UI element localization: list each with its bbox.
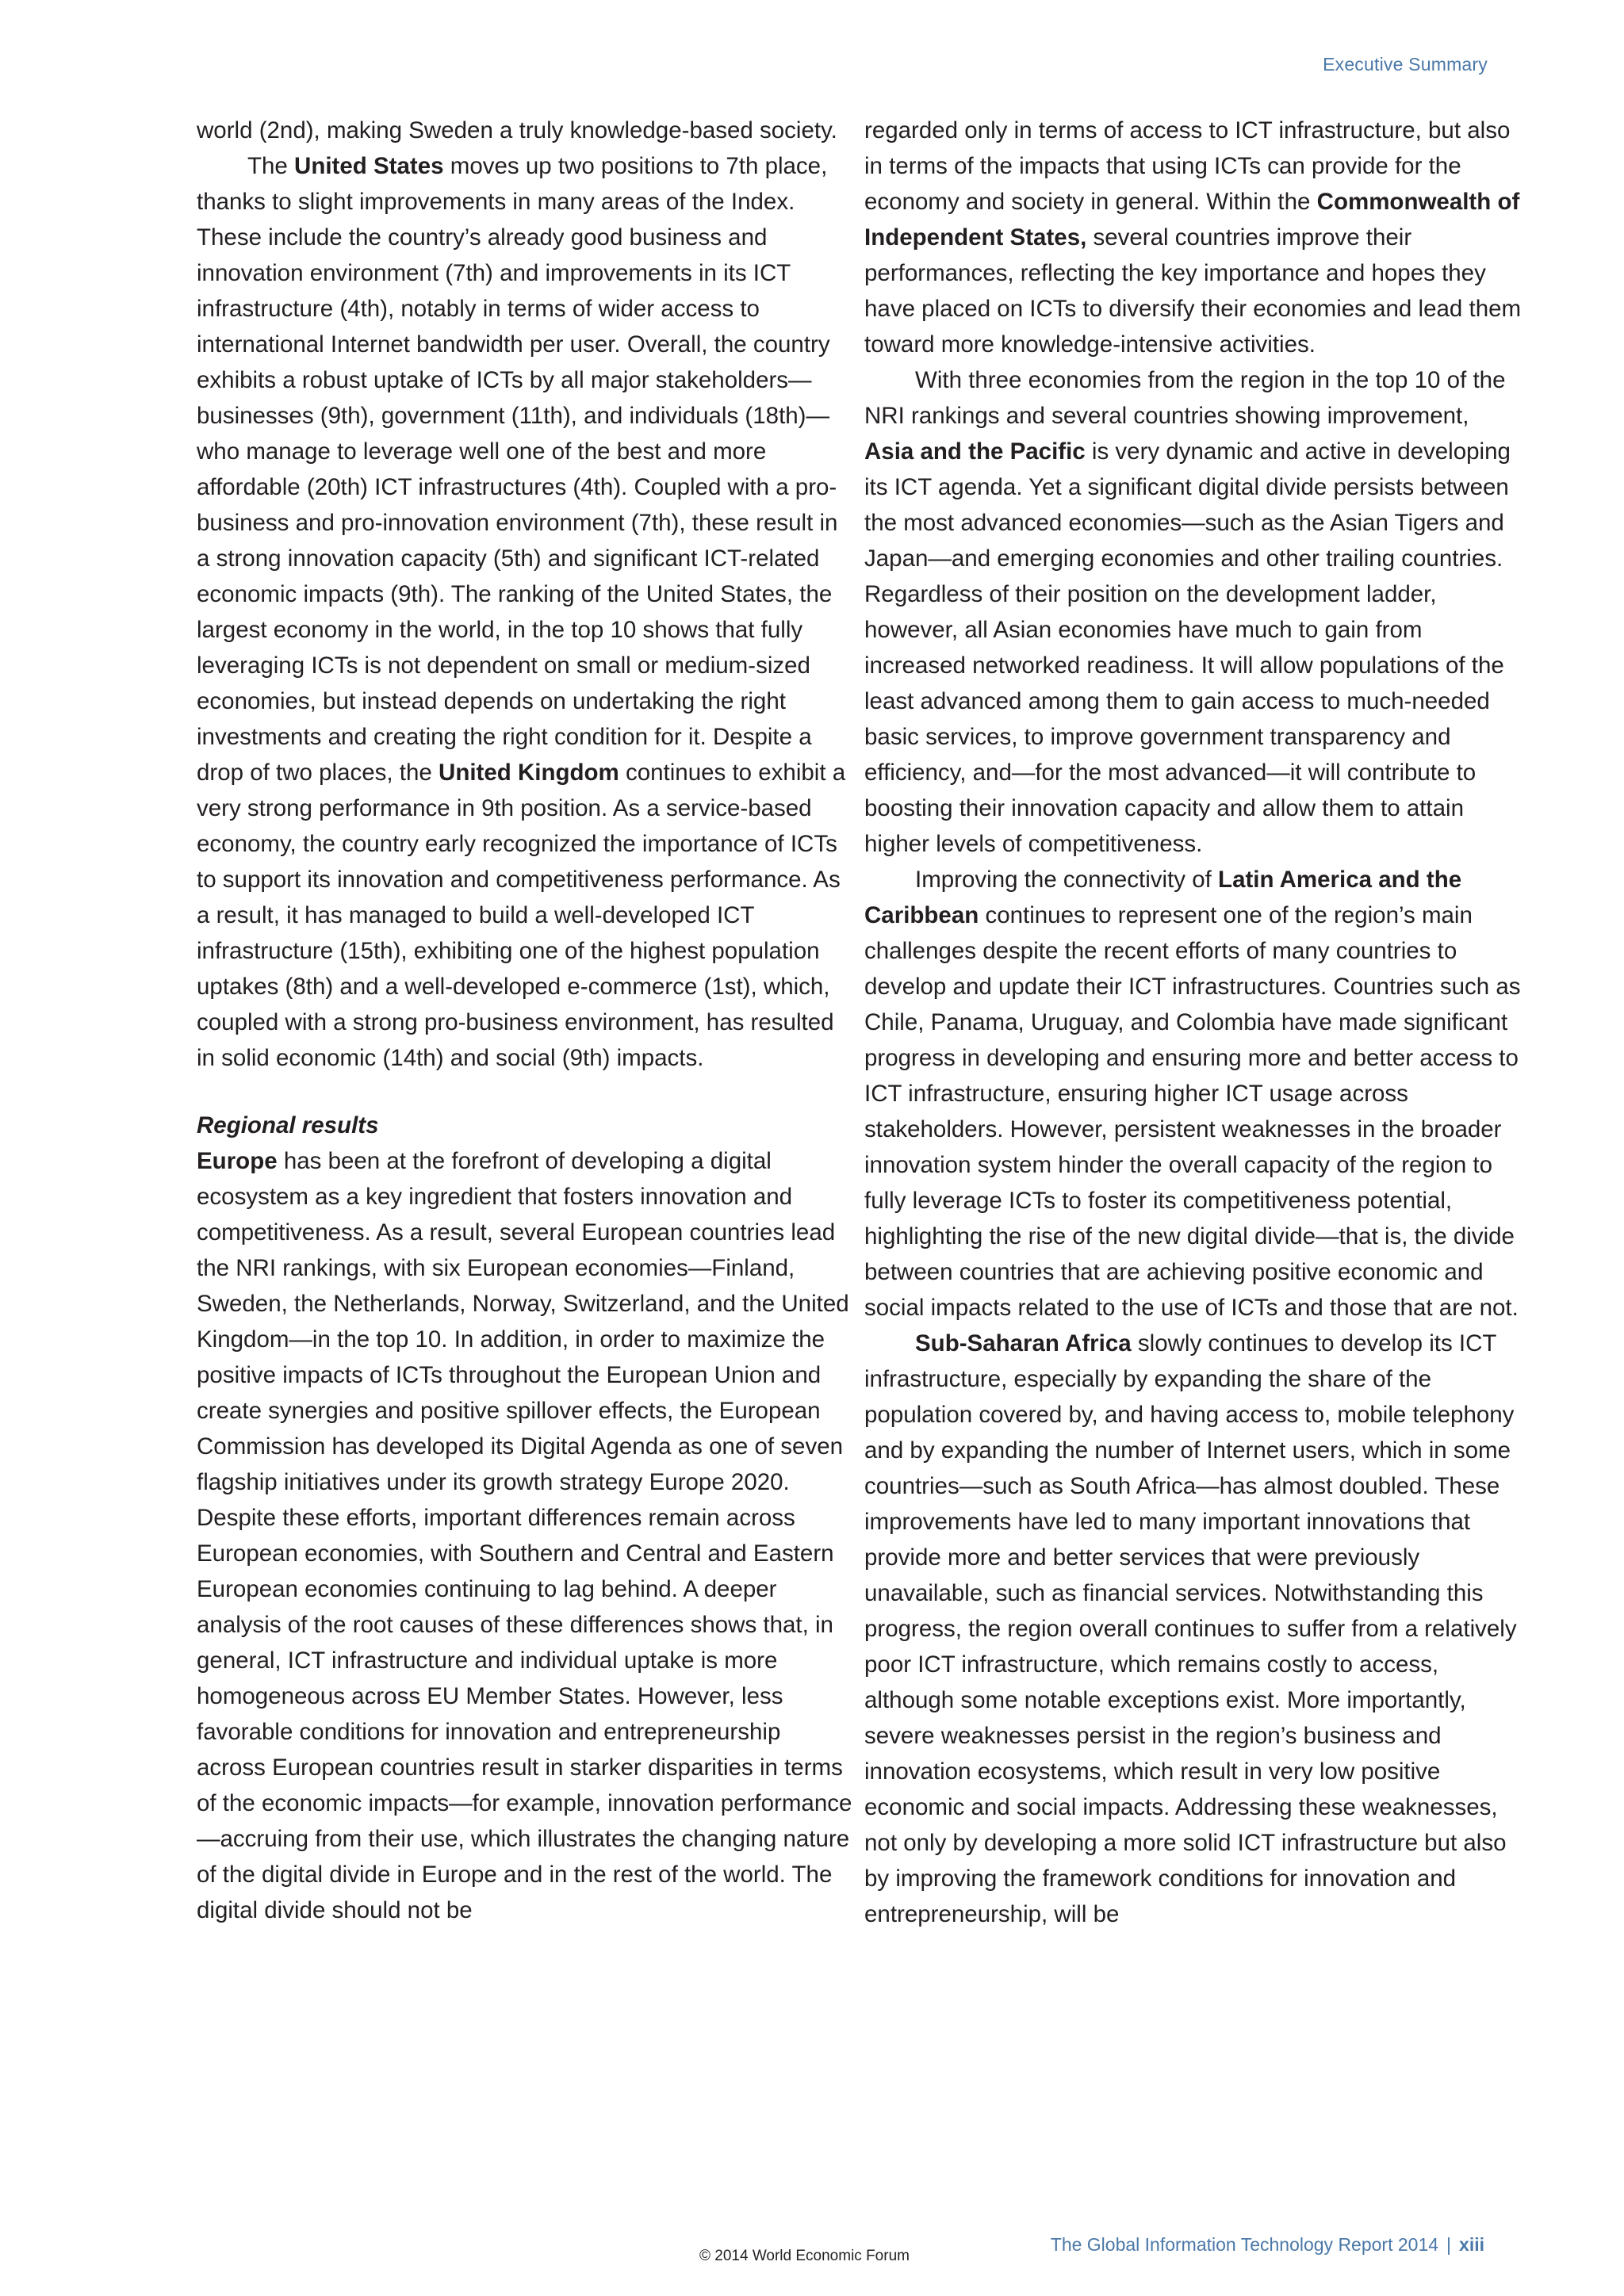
footer-separator: | bbox=[1446, 2234, 1452, 2255]
footer-report bbox=[1051, 2234, 1484, 2256]
paragraph-asia-pacific: With three economies from the region in the top 10 of the NRI rankings and several countries showing improvement, Asia and the Pacific is very dynamic and active in developing its ICT agenda. Yet a significant digital divide persists between the most advanced economies—such as the Asian Tigers and Japan—and emerging economies and other trailing countries. Regardless of their position on the development ladder, however, all Asian economies have much to gain from increased networked readiness. It will allow populations of the least advanced among them to gain access to much-needed basic services, to improve government transparency and efficiency, and—for the most advanced—it will contribute to boosting their innovation capacity and allow them to attain higher levels of competitiveness. bbox=[864, 367, 1511, 857]
paragraph-cis: regarded only in terms of access to ICT infrastructure, but also in terms of the impacts that using ICTs can provide for the economy and society in general. Within the Commonwealth of Independent States, several countries improve their performances, reflecting the key importance and hopes they have placed on ICTs to diversify their economies and lead them toward more knowledge-intensive activities. bbox=[864, 117, 1522, 358]
paragraph-europe: Europe has been at the forefront of developing a digital ecosystem as a key ingredient that fosters innovation and competitiveness. As a result, several European countries lead the NRI rankings, with six European economies—Finland, Sweden, the Netherlands, Norway, Switzerland, and the United Kingdom—in the top 10. In addition, in order to maximize the positive impacts of ICTs throughout the European Union and create synergies and positive spillover effects, the European Commission has developed its Digital Agenda as one of seven flagship initiatives under its growth strategy Europe 2020. Despite these efforts, important differences remain across European economies, with Southern and Central and Eastern European economies continuing to lag behind. A deeper analysis of the root causes of these differences shows that, in general, ICT infrastructure and individual uptake is more homogeneous across EU Member States. However, less favorable conditions for innovation and entrepreneurship across European countries result in starker disparities in terms of the economic impacts—for example, innovation performance—accruing from their use, which illustrates the changing nature of the digital divide in Europe and in the rest of the world. The digital divide should not be bbox=[197, 1148, 852, 1923]
report-title: The Global Information Technology Report 2014 bbox=[1050, 2234, 1439, 2255]
keyword-europe: Europe bbox=[197, 1148, 278, 1174]
section-heading: Regional results bbox=[197, 1112, 379, 1138]
keyword-united-states: United States bbox=[294, 153, 444, 179]
keyword-united-kingdom: United Kingdom bbox=[439, 760, 619, 786]
left-column bbox=[197, 113, 855, 1928]
paragraph-sub-saharan-africa: Sub-Saharan Africa slowly continues to develop its ICT infrastructure, especially by expanding the share of the population covered by, and having access to, mobile telephony and by expanding the number of Internet users, which in some countries—such as South Africa—has almost doubled. These improvements have led to many important innovations that provide more and better services that were previously unavailable, such as financial services. Notwithstanding this progress, the region overall continues to suffer from a relatively poor ICT infrastructure, which remains costly to access, although some notable exceptions exist. More importantly, severe weaknesses persist in the region’s business and innovation ecosystems, which result in very low positive economic and social impacts. Addressing these weaknesses, not only by developing a more solid ICT infrastructure but also by improving the framework conditions for innovation and entrepreneurship, will be bbox=[864, 1330, 1517, 1927]
keyword-latin-america: Latin America and the Caribbean bbox=[864, 867, 1462, 928]
paragraph-latin-america: Improving the connectivity of Latin America and the Caribbean continues to represent one of the region’s main challenges despite the recent efforts of many countries to develop and update their ICT infrastructures. Countries such as Chile, Panama, Uruguay, and Colombia have made significant progress in developing and ensuring more and better access to ICT infrastructure, ensuring higher ICT usage across stakeholders. However, persistent weaknesses in the broader innovation system hinder the overall capacity of the region to fully leverage ICTs to foster its competitiveness potential, highlighting the rise of the new digital divide—that is, the divide between countries that are achieving positive economic and social impacts related to the use of ICTs and those that are not. bbox=[864, 867, 1521, 1321]
page-number: xiii bbox=[1459, 2234, 1484, 2255]
copyright: © 2014 World Economic Forum bbox=[699, 2248, 910, 2264]
keyword-sub-saharan-africa: Sub-Saharan Africa bbox=[915, 1330, 1132, 1357]
right-column bbox=[864, 113, 1522, 1932]
paragraph-united-states: The United States moves up two positions to 7th place, thanks to slight improvements in many areas of the Index. These include the country’s already good business and innovation environment (7th) and improvements in its ICT infrastructure (4th), notably in terms of wider access to international Internet bandwidth per user. Overall, the country exhibits a robust uptake of ICTs by all major stakeholders—businesses (9th), government (11th), and individuals (18th)—who manage to leverage well one of the best and more affordable (20th) ICT infrastructures (4th). Coupled with a pro-business and pro-innovation environment (7th), these result in a strong innovation capacity (5th) and significant ICT-related economic impacts (9th). The ranking of the United States, the largest economy in the world, in the top 10 shows that fully leveraging ICTs is not dependent on small or medium-sized economies, but instead depends on undertaking the right investments and creating the right condition for it. Despite a drop of two places, the United Kingdom continues to exhibit a very strong performance in 9th position. As a service-based economy, the country early recognized the importance of ICTs to support its innovation and competitiveness performance. As a result, it has managed to build a well-developed ICT infrastructure (15th), exhibiting one of the highest population uptakes (8th) and a well-developed e-commerce (1st), which, coupled with a strong pro-business environment, has resulted in solid economic (14th) and social (9th) impacts. bbox=[197, 153, 846, 1071]
paragraph-sweden-continued: world (2nd), making Sweden a truly knowledge-based society. bbox=[197, 117, 837, 144]
keyword-cis: Commonwealth of Independent States, bbox=[864, 189, 1520, 251]
running-head: Executive Summary bbox=[1323, 54, 1488, 75]
keyword-asia-pacific: Asia and the Pacific bbox=[864, 438, 1086, 465]
